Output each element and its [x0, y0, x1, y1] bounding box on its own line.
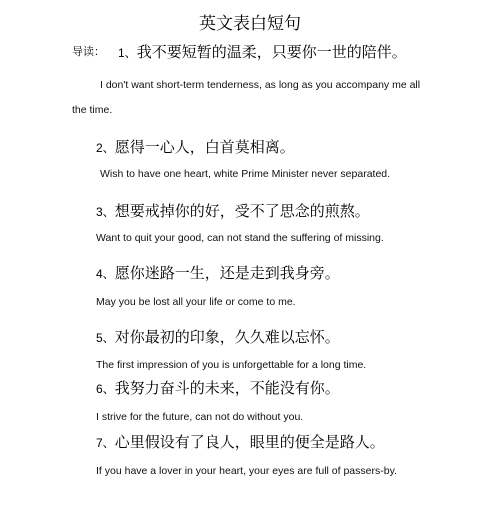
- entry-2-chinese: [96, 136, 295, 159]
- entry-number: 3、: [96, 205, 115, 219]
- entry-1-english-line2: the time.: [72, 104, 113, 116]
- entry-3-english: Want to quit your good, can not stand the suffering of missing.: [96, 232, 384, 244]
- entry-5-chinese: [96, 326, 340, 349]
- entry-number: 1、: [118, 46, 137, 60]
- entry-1-english-line1: I don't want short-term tenderness, as long as you accompany me all: [100, 79, 421, 91]
- document-title: 英文表白短句: [199, 14, 301, 34]
- entry-4-english: May you be lost all your life or come to me.: [96, 296, 296, 308]
- entry-number: 7、: [96, 436, 115, 450]
- entry-6-english: I strive for the future, can not do without you.: [96, 411, 304, 423]
- intro-label: 导读：: [72, 45, 105, 58]
- entry-number: 6、: [96, 382, 115, 396]
- entry-5-english: The first impression of you is unforgettable for a long time.: [96, 359, 367, 371]
- chinese-sentence: 想要戒掉你的好，受不了思念的煎熬。: [114, 202, 370, 220]
- chinese-sentence: 愿得一心人，白首莫相离。: [114, 138, 295, 156]
- entry-4-chinese: [96, 262, 340, 285]
- entry-7-chinese: [96, 431, 385, 454]
- entry-7-english: If you have a lover in your heart, your eyes are full of passers-by.: [96, 465, 397, 477]
- entry-number: 4、: [96, 267, 115, 281]
- entry-6-chinese: [96, 377, 340, 400]
- chinese-sentence: 心里假设有了良人，眼里的便全是路人。: [114, 433, 385, 451]
- chinese-sentence: 我努力奋斗的未来，不能没有你。: [114, 379, 340, 397]
- entry-1-chinese: [118, 41, 407, 64]
- entry-2-english: Wish to have one heart, white Prime Minister never separated.: [100, 168, 391, 180]
- entry-number: 2、: [96, 141, 115, 155]
- entry-number: 5、: [96, 331, 115, 345]
- entry-3-chinese: [96, 200, 370, 223]
- chinese-sentence: 愿你迷路一生，还是走到我身旁。: [114, 264, 340, 282]
- chinese-sentence: 对你最初的印象，久久难以忘怀。: [114, 328, 340, 346]
- chinese-sentence: 我不要短暂的温柔，只要你一世的陪伴。: [136, 43, 407, 61]
